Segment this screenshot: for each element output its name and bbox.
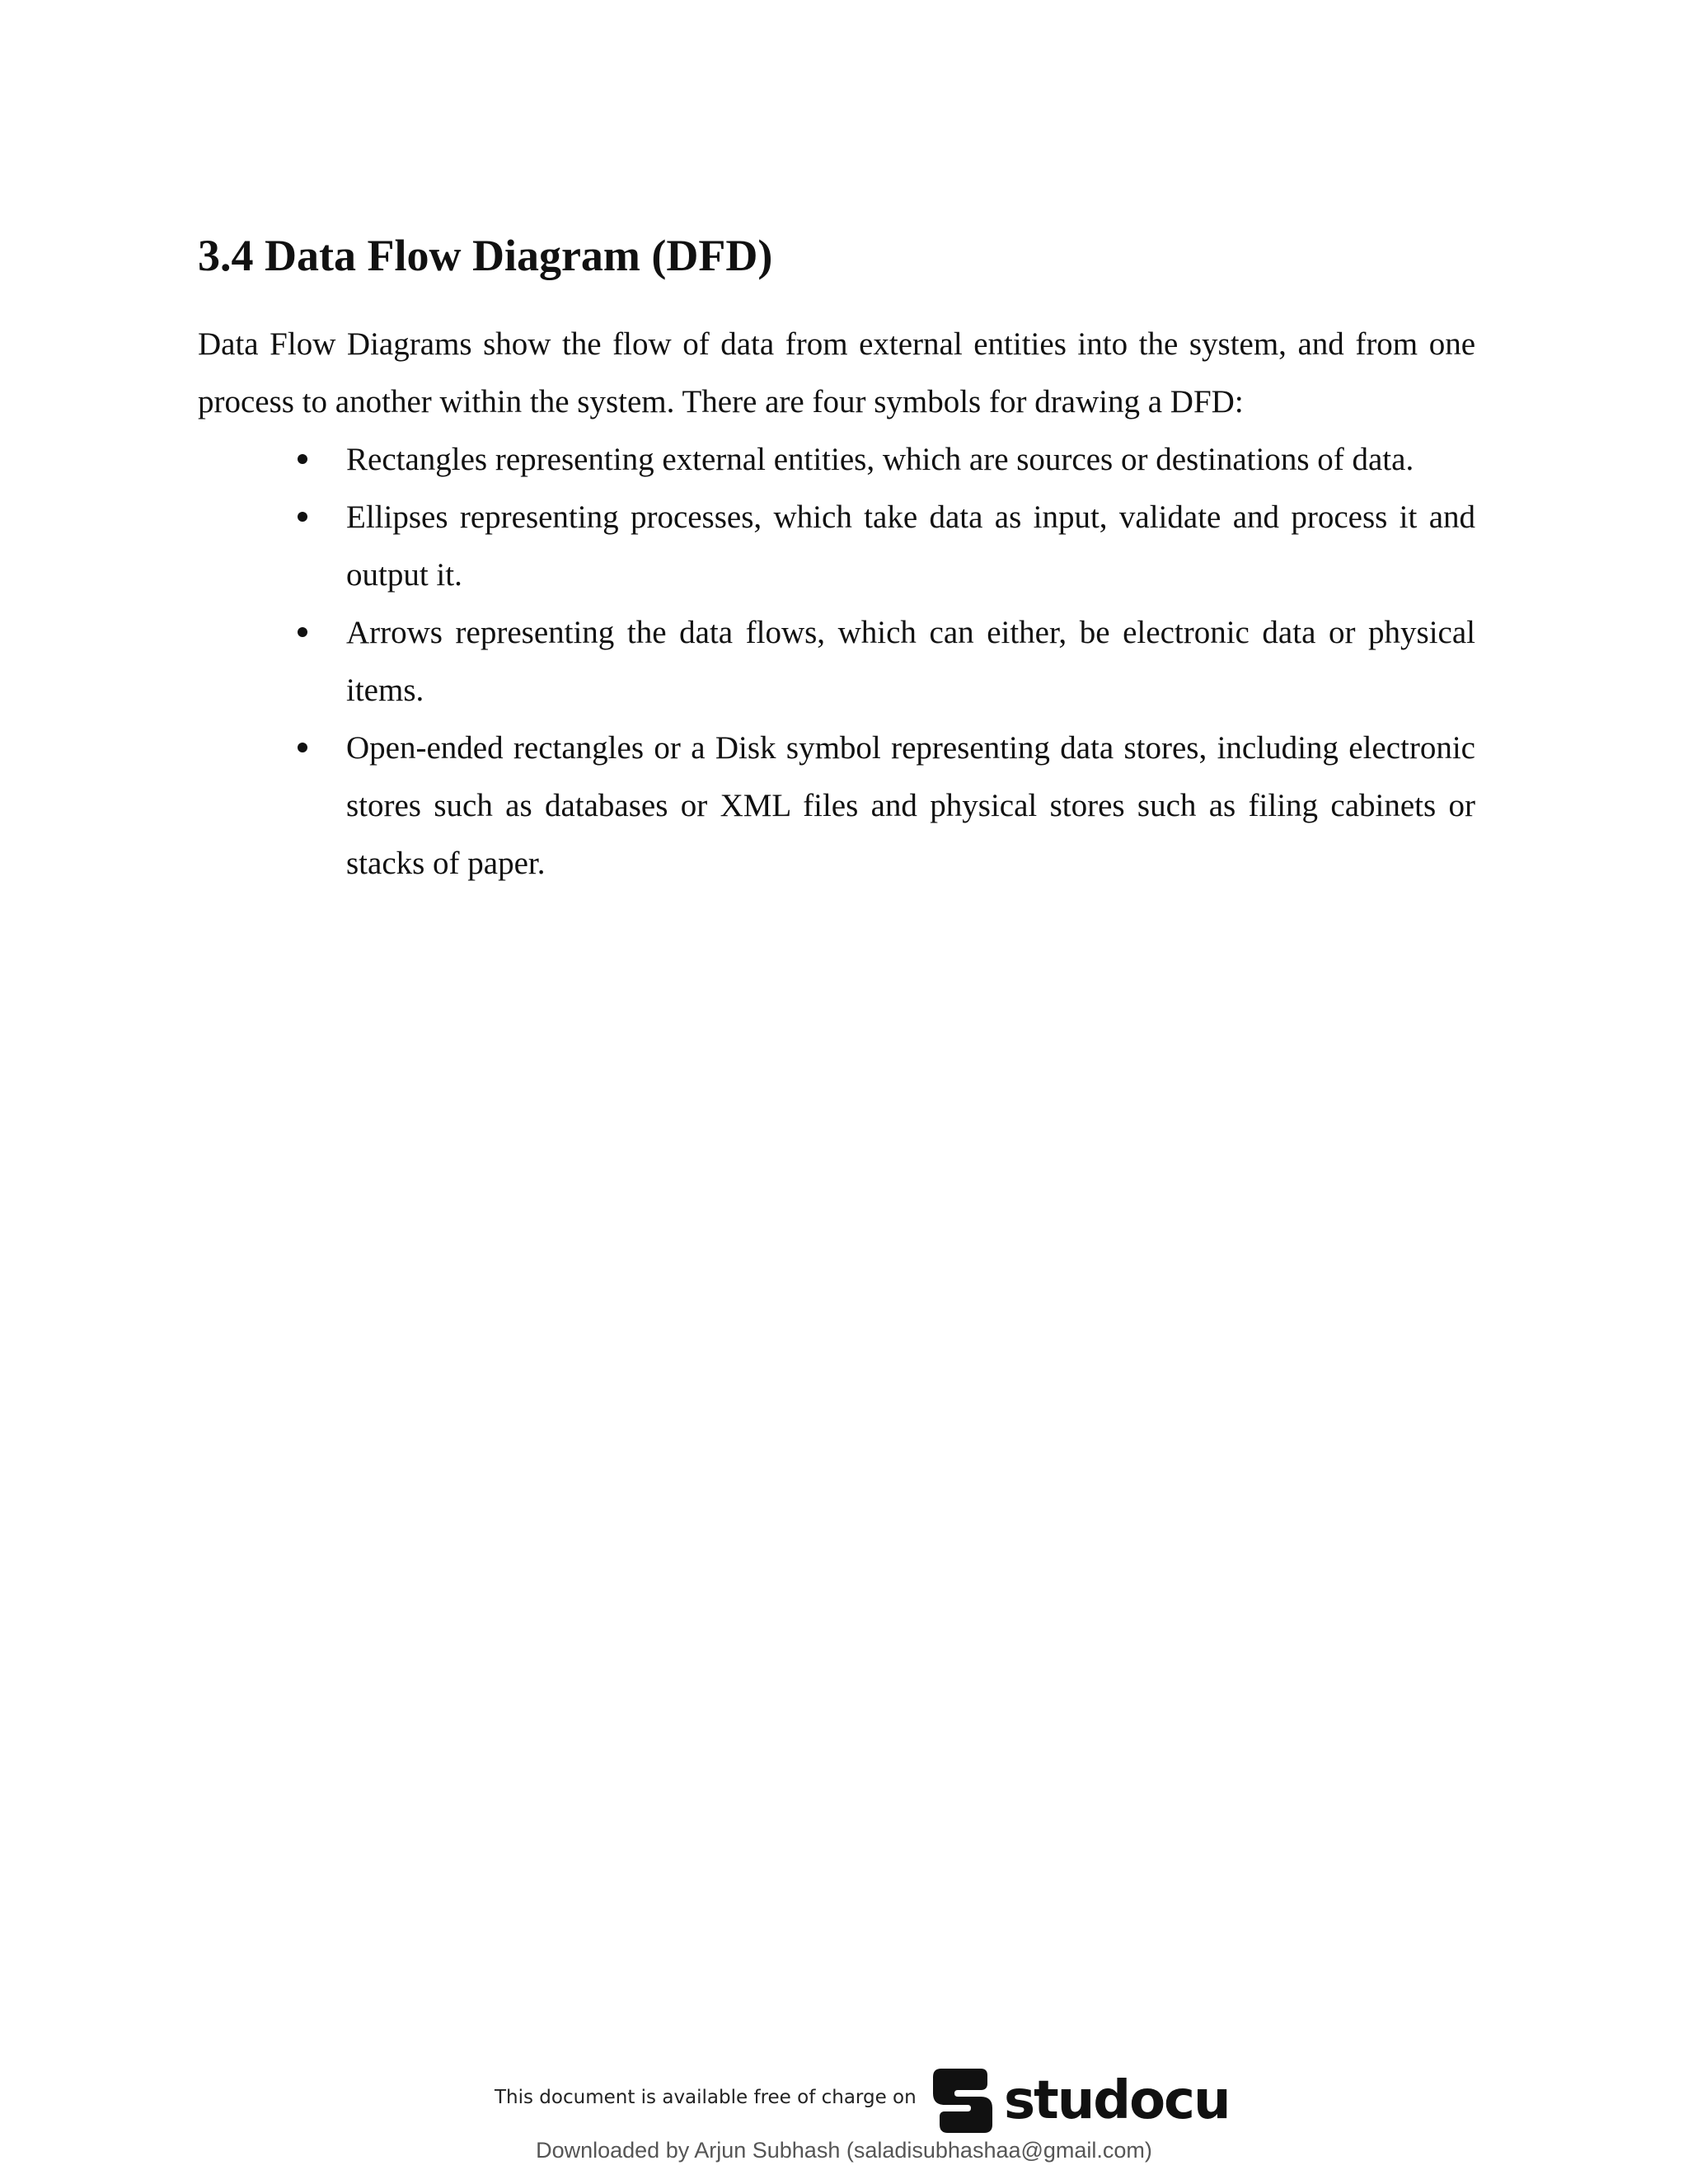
list-item-text: Arrows representing the data flows, which can either, be electronic data or physical items. bbox=[346, 615, 1475, 708]
bullet-icon bbox=[298, 454, 307, 464]
list-item bbox=[198, 604, 1475, 719]
bullet-icon bbox=[298, 512, 307, 522]
list-item-text: Rectangles representing external entities, which are sources or destinations of data. bbox=[346, 442, 1414, 477]
footer-download-text: Downloaded by Arjun Subhash (saladisubhashaa@gmail.com) bbox=[536, 2138, 1152, 2163]
bullet-icon bbox=[298, 627, 307, 637]
bullet-icon bbox=[298, 743, 307, 752]
list-item bbox=[198, 489, 1475, 604]
footer-availability-text: This document is available free of charge on bbox=[495, 2087, 917, 2108]
section-heading: 3.4 Data Flow Diagram (DFD) bbox=[198, 231, 773, 280]
studocu-logo[interactable] bbox=[930, 2064, 1230, 2138]
symbol-list bbox=[198, 431, 1475, 893]
studocu-brand-name: studocu bbox=[1004, 2070, 1230, 2131]
list-item-text: Open-ended rectangles or a Disk symbol representing data stores, including electronic stores such as databases or XML files and physical stores such as filing cabinets or stacks of paper. bbox=[346, 730, 1475, 881]
list-item-text: Ellipses representing processes, which take data as input, validate and process it and output it. bbox=[346, 499, 1475, 593]
list-item bbox=[198, 719, 1475, 893]
studocu-logo-icon bbox=[930, 2065, 996, 2136]
intro-paragraph: Data Flow Diagrams show the flow of data from external entities into the system, and from one process to another within the system. There are four symbols for drawing a DFD: bbox=[198, 326, 1475, 419]
list-item bbox=[198, 431, 1475, 489]
